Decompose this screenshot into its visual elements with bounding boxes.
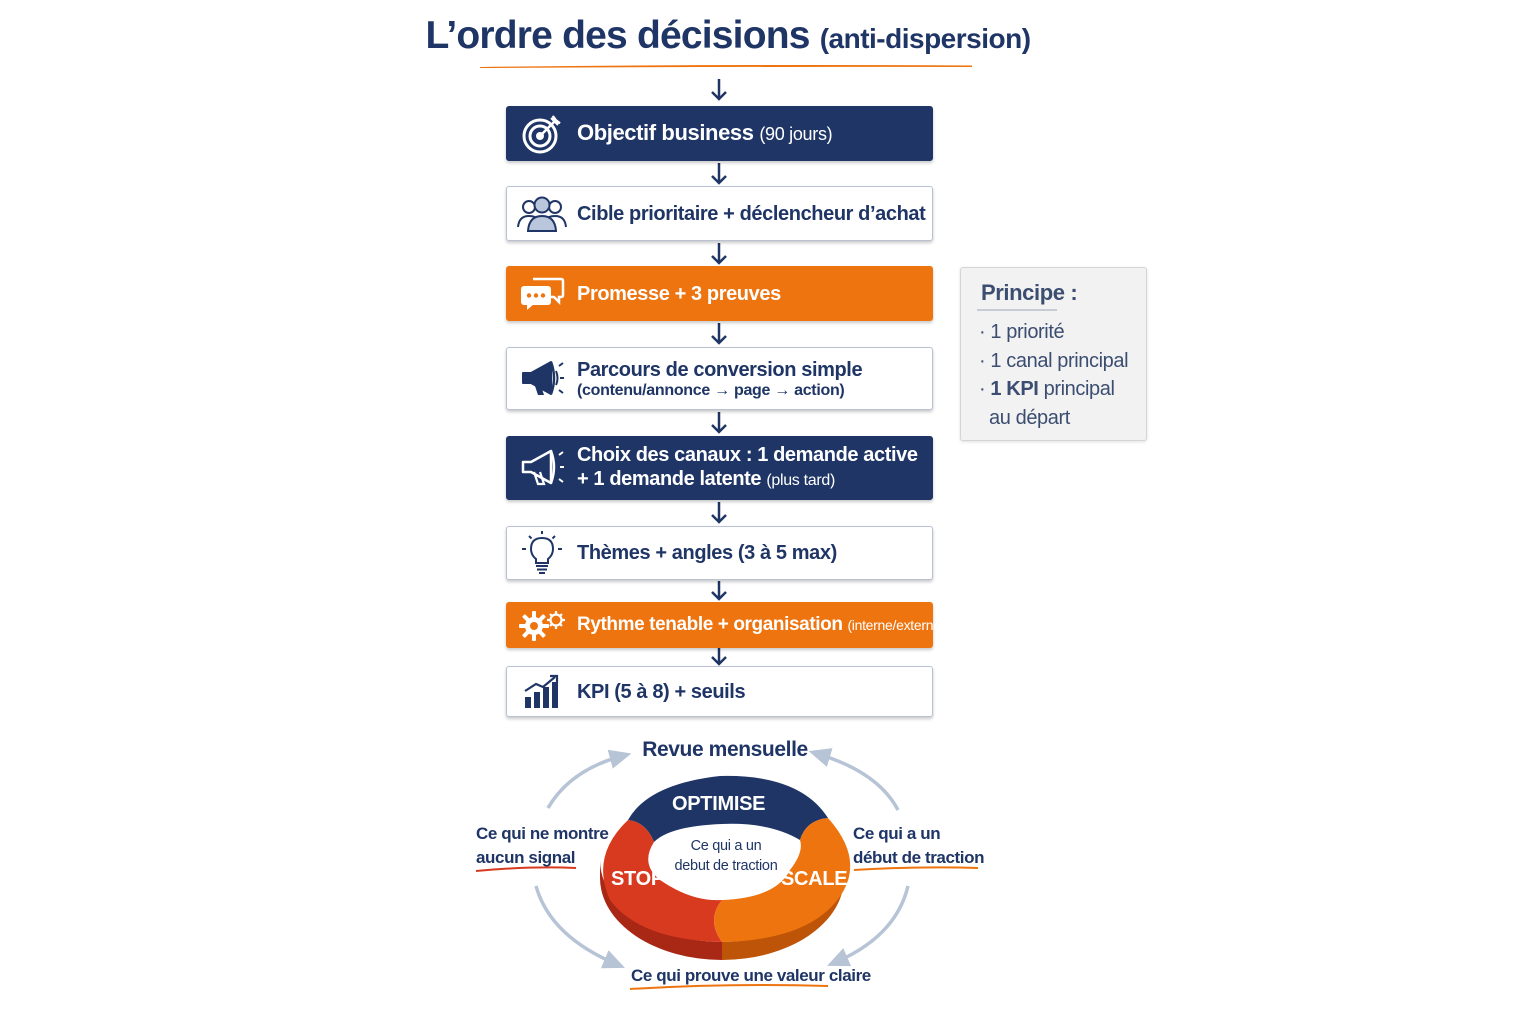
cycle-arrow-top-right (818, 754, 898, 810)
step-label-extra: (plus tard) (766, 472, 836, 489)
title-main: L’ordre des décisions (425, 14, 810, 57)
segment-label-stop: STOP (611, 868, 664, 890)
cycle-center-text: Ce qui a un debut de traction (674, 838, 778, 874)
step-label-detail: (contenu/annonce → page → action) (577, 381, 845, 399)
principle-item: · 1 KPI principal (979, 378, 1115, 400)
step-kpi-thresholds (506, 666, 933, 717)
step-label: Choix des canaux : 1 demande active (577, 444, 918, 466)
down-arrow-icon (709, 501, 729, 525)
down-arrow-icon (709, 162, 729, 186)
down-arrow-icon (709, 78, 729, 102)
segment-label-optimise: OPTIMISE (672, 793, 766, 815)
step-label: Thèmes + angles (3 à 5 max) (577, 542, 837, 564)
step-label-line2: + 1 demande latente (577, 468, 762, 490)
step-rhythm-organisation (506, 602, 946, 648)
principle-heading-underline (977, 309, 1057, 311)
step-label: Objectif business (577, 120, 754, 145)
step-label: Cible prioritaire + déclencheur d’achat (577, 202, 926, 225)
step-label: Promesse + 3 preuves (577, 282, 781, 305)
cycle-title: Revue mensuelle (642, 738, 808, 761)
segment-label-scale: SCALE (781, 868, 848, 890)
cycle-arrow-top-left (548, 756, 622, 808)
step-label: KPI (5 à 8) + seuils (577, 680, 746, 703)
bottom-label: Ce qui prouve une valeur claire (631, 966, 871, 985)
gears-icon (507, 607, 577, 643)
down-arrow-icon (709, 411, 729, 435)
title-underline (480, 64, 972, 68)
people-icon (507, 194, 577, 234)
down-arrow-icon (709, 580, 729, 602)
cycle-arrow-bottom-right (836, 886, 908, 962)
page-title (0, 14, 1456, 58)
down-arrow-icon (709, 322, 729, 346)
megaphone-icon (507, 446, 577, 490)
down-arrow-icon (709, 242, 729, 266)
step-label-extra: (interne/externe) (847, 617, 946, 633)
principle-item: au départ (989, 406, 1070, 429)
step-label: Rythme tenable + organisation (577, 614, 843, 635)
right-label: Ce qui a un début de traction (853, 824, 985, 867)
principle-item: · 1 priorité (979, 321, 1065, 343)
megaphone-icon (507, 357, 577, 401)
step-label-extra: (90 jours) (759, 124, 833, 144)
step-themes-angles (506, 526, 933, 580)
step-target-audience (506, 186, 933, 241)
target-icon (507, 112, 577, 156)
bar-chart-icon (507, 674, 577, 710)
lightbulb-icon (507, 530, 577, 576)
step-business-objective (506, 106, 933, 161)
principle-list (979, 318, 1128, 432)
principle-heading: Principe : (981, 280, 1078, 305)
step-conversion-path (506, 347, 933, 410)
speech-bubbles-icon (507, 276, 577, 312)
step-promise-proofs (506, 266, 933, 321)
title-subtitle: (anti-dispersion) (819, 23, 1031, 54)
left-label: Ce qui ne montre aucun signal (476, 824, 609, 867)
step-channel-choice (506, 436, 933, 500)
down-arrow-icon (709, 647, 729, 667)
principle-box (960, 267, 1147, 441)
step-label: Parcours de conversion simple (577, 358, 863, 381)
principle-item: · 1 canal principal (979, 349, 1129, 372)
